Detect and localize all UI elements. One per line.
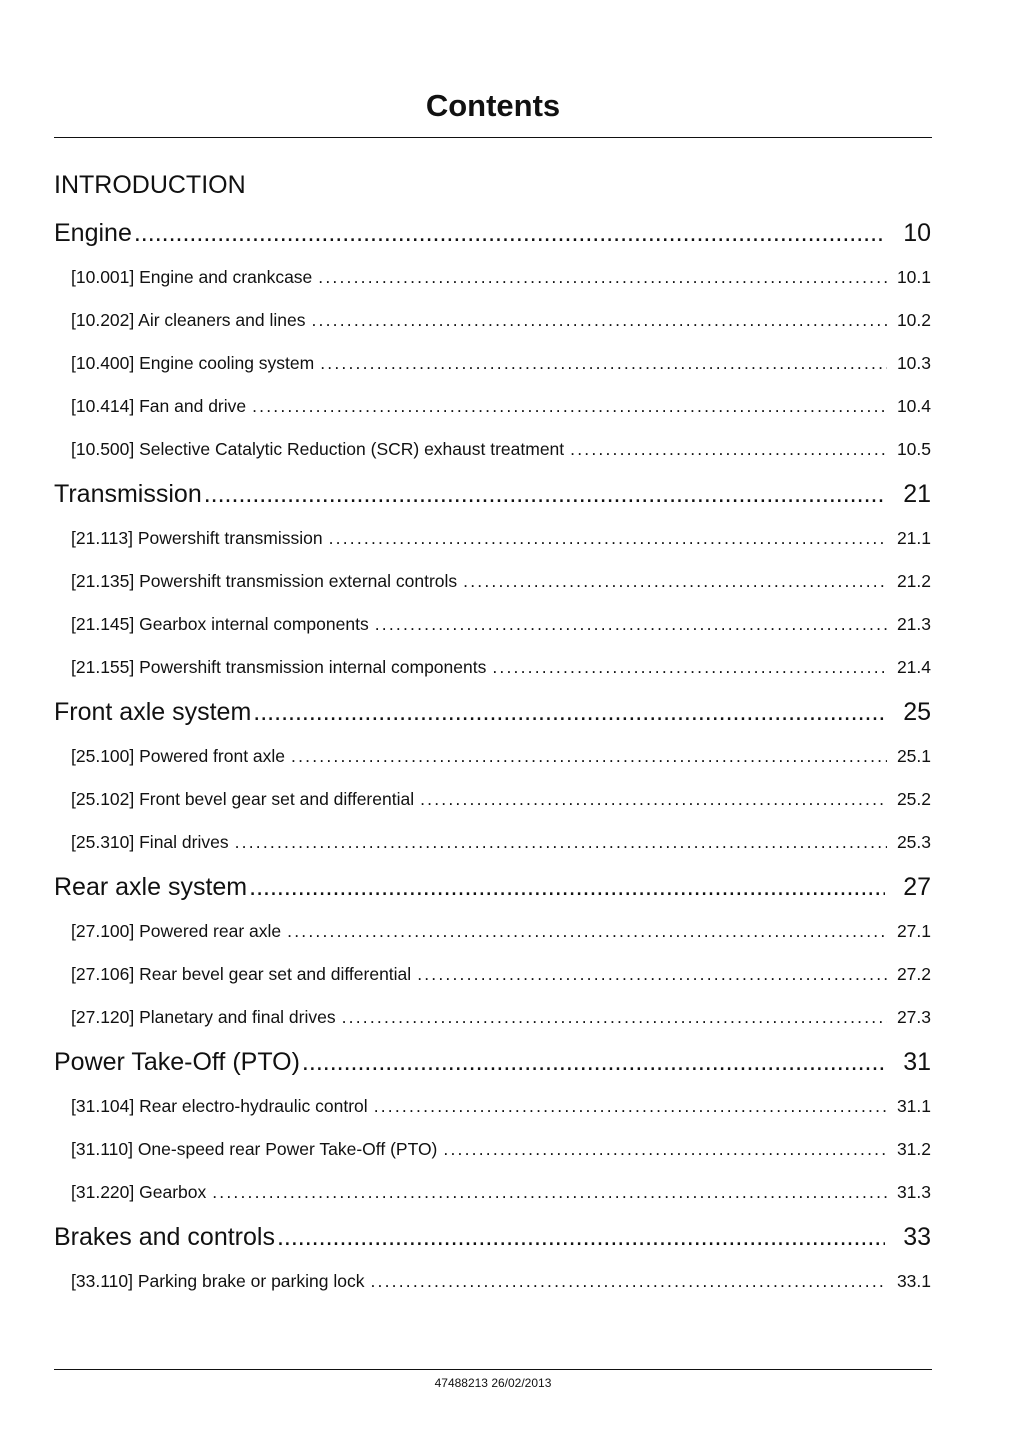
dot-leader (287, 910, 887, 953)
dot-leader (302, 1039, 885, 1085)
toc-entry[interactable] (54, 996, 932, 1039)
toc-section-2[interactable] (54, 689, 932, 735)
toc-entry[interactable] (54, 646, 932, 689)
toc-entry-label: [10.500] Selective Catalytic Reduction (SCR) exhaust treatment (71, 439, 565, 459)
toc-entry-page: 21.3 (896, 614, 931, 634)
toc-entry-label: [25.100] Powered front axle (71, 746, 286, 766)
toc-section-title: Transmission (54, 480, 202, 508)
toc-section-title: Engine (54, 219, 132, 247)
dot-leader (374, 1085, 887, 1128)
dot-leader (320, 342, 887, 385)
toc-entry-label: [21.113] Powershift transmission (71, 528, 323, 548)
toc-section-page: 33 (903, 1223, 931, 1251)
dot-leader (329, 517, 887, 560)
toc-entry[interactable] (54, 299, 932, 342)
toc-entry-label: [31.104] Rear electro-hydraulic control (71, 1096, 368, 1116)
intro-heading: INTRODUCTION (54, 171, 246, 199)
toc-entry-page: 25.1 (896, 746, 931, 766)
dot-leader (417, 953, 887, 996)
toc-section-title: Rear axle system (54, 873, 248, 901)
dot-leader (342, 996, 887, 1039)
toc-entry-page: 10.5 (896, 439, 931, 459)
toc-section-page: 25 (903, 698, 931, 726)
toc-section-page: 21 (903, 480, 931, 508)
toc-entry-label: [10.414] Fan and drive (71, 396, 247, 416)
toc-entry[interactable] (54, 910, 932, 953)
dot-leader (463, 560, 887, 603)
toc-entry-page: 27.3 (896, 1007, 931, 1027)
toc-section-page: 31 (903, 1048, 931, 1076)
toc-entry[interactable] (54, 821, 932, 864)
header-rule (54, 137, 932, 138)
page-title: Contents (425, 88, 561, 123)
dot-leader (311, 299, 886, 342)
toc-entry[interactable] (54, 385, 932, 428)
dot-leader (370, 1260, 886, 1303)
toc-entry[interactable] (54, 603, 932, 646)
dot-leader (252, 385, 887, 428)
toc-entry-page: 25.3 (896, 832, 931, 852)
toc-entry-label: [25.310] Final drives (71, 832, 229, 852)
toc-entry-label: [10.202] Air cleaners and lines (71, 310, 306, 330)
toc-entry-page: 31.1 (896, 1096, 931, 1116)
toc-entry[interactable] (54, 517, 932, 560)
dot-leader (420, 778, 887, 821)
dot-leader (134, 210, 885, 256)
dot-leader (570, 428, 887, 471)
toc-entry-label: [21.145] Gearbox internal components (71, 614, 369, 634)
toc-entry-page: 31.3 (896, 1182, 931, 1202)
toc-entry[interactable] (54, 428, 932, 471)
toc-entry-label: [21.155] Powershift transmission internal components (71, 657, 487, 677)
footer-doc-id: 47488213 26/02/2013 (434, 1376, 552, 1390)
toc-entry-label: [27.120] Planetary and final drives (71, 1007, 336, 1027)
toc-entry[interactable] (54, 1128, 932, 1171)
toc-section-page: 10 (903, 219, 931, 247)
toc-entry-label: [10.001] Engine and crankcase (71, 267, 313, 287)
toc-section-4[interactable] (54, 1039, 932, 1085)
toc-section-0[interactable] (54, 210, 932, 256)
toc-entry-page: 10.3 (896, 353, 931, 373)
toc-entry-label: [27.106] Rear bevel gear set and differential (71, 964, 412, 984)
toc-entry[interactable] (54, 953, 932, 996)
toc-section-1[interactable] (54, 471, 932, 517)
toc-section-page: 27 (903, 873, 931, 901)
toc-entry-page: 10.1 (896, 267, 931, 287)
toc-section-title: Power Take-Off (PTO) (54, 1048, 300, 1076)
toc-entry-page: 21.2 (896, 571, 931, 591)
toc-entry-page: 33.1 (896, 1271, 931, 1291)
dot-leader (318, 256, 887, 299)
toc-section-title: Front axle system (54, 698, 252, 726)
toc-entry[interactable] (54, 1171, 932, 1214)
toc-entry-page: 21.1 (896, 528, 931, 548)
dot-leader (443, 1128, 887, 1171)
footer-rule (54, 1369, 932, 1370)
toc-entry-label: [33.110] Parking brake or parking lock (71, 1271, 365, 1291)
toc-entry-label: [31.220] Gearbox (71, 1182, 207, 1202)
toc-section-title: Brakes and controls (54, 1223, 275, 1251)
toc-entry-page: 25.2 (896, 789, 931, 809)
toc-entry-label: [25.102] Front bevel gear set and differential (71, 789, 415, 809)
toc-entry-label: [31.110] One-speed rear Power Take-Off (PTO) (71, 1139, 438, 1159)
toc-entry-page: 27.1 (896, 921, 931, 941)
dot-leader (235, 821, 887, 864)
dot-leader (249, 864, 885, 910)
toc-entry-label: [27.100] Powered rear axle (71, 921, 282, 941)
toc-entry-page: 10.2 (896, 310, 931, 330)
toc-entry-page: 27.2 (896, 964, 931, 984)
toc-entry[interactable] (54, 1260, 932, 1303)
dot-leader (291, 735, 887, 778)
toc-entry[interactable] (54, 1085, 932, 1128)
dot-leader (375, 603, 887, 646)
toc-entry[interactable] (54, 560, 932, 603)
toc-section-5[interactable] (54, 1214, 932, 1260)
toc-entry[interactable] (54, 256, 932, 299)
toc-entry-label: [10.400] Engine cooling system (71, 353, 315, 373)
toc-entry[interactable] (54, 735, 932, 778)
table-of-contents (54, 210, 932, 1303)
toc-entry[interactable] (54, 778, 932, 821)
toc-entry[interactable] (54, 342, 932, 385)
toc-entry-page: 21.4 (896, 657, 931, 677)
dot-leader (492, 646, 887, 689)
toc-section-3[interactable] (54, 864, 932, 910)
dot-leader (212, 1171, 887, 1214)
toc-entry-label: [21.135] Powershift transmission external controls (71, 571, 458, 591)
toc-entry-page: 10.4 (896, 396, 931, 416)
toc-entry-page: 31.2 (896, 1139, 931, 1159)
dot-leader (204, 471, 885, 517)
dot-leader (253, 689, 885, 735)
dot-leader (277, 1214, 885, 1260)
